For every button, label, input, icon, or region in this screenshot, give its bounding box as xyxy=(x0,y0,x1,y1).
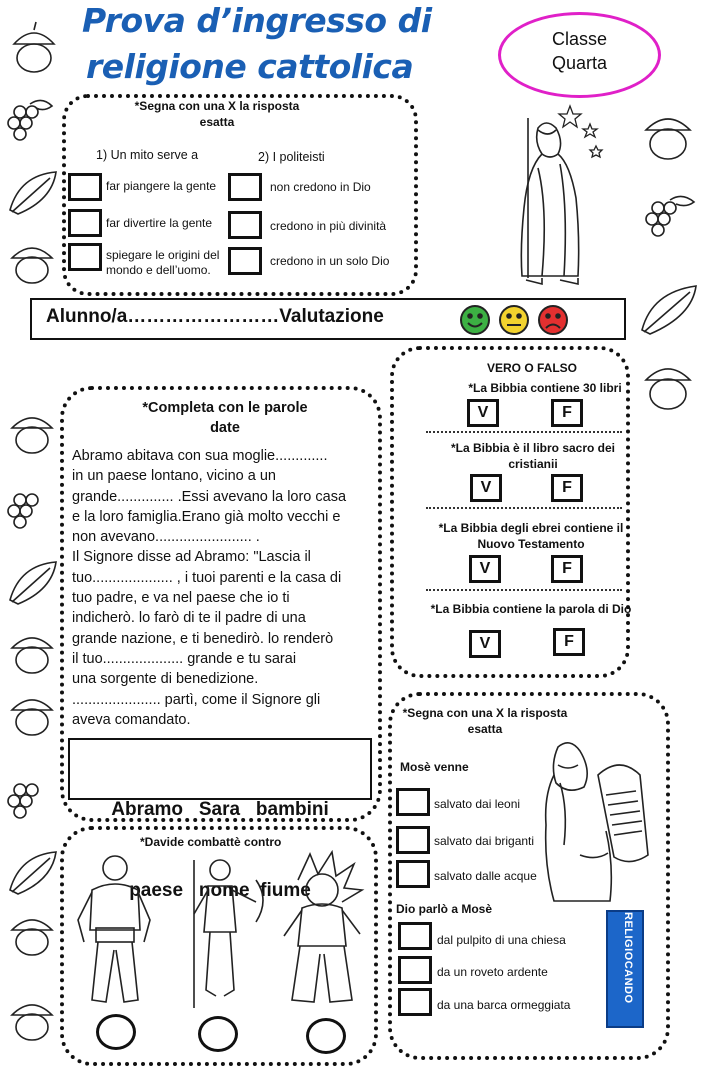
acorn-icon xyxy=(12,1005,52,1040)
completion-paragraph: Abramo abitava con sua moglie............. in un paese lontano, vicino a un grande.............. .Essi avevano la loro casa e la loro famiglia.Erano già molto vecchi e non avevano........................ . Il Signore disse ad Abramo: "Lascia il tuo.................... , i tuoi parenti e la casa di tuo padre, e va nel paese che io ti indicherò. lo farò di te il padre di una grande nazione, e ti benedirò. lo renderò il tuo.................... grande e tu sarai una sorgente di benedizione. ...................... partì, come il Signore gli aveva comandato. xyxy=(72,448,347,728)
option-text: credono in un solo Dio xyxy=(270,254,390,268)
acorn-icon xyxy=(646,119,690,159)
checkbox-politeisti-2[interactable] xyxy=(228,211,262,239)
checkbox-dio-2[interactable] xyxy=(398,956,432,984)
question-mito: 1) Un mito serve a xyxy=(96,148,199,162)
title-line-1: Prova d’ingresso di xyxy=(82,1,432,40)
question-mose-venne: Mosè venne xyxy=(400,760,469,774)
grapes-icon xyxy=(8,784,38,818)
leaf-icon xyxy=(10,562,56,604)
instruction-text: *Completa con le parole xyxy=(142,400,308,416)
statement-3: *La Bibbia degli ebrei contiene il Nuovo Testamento xyxy=(438,521,624,551)
divider xyxy=(426,507,622,509)
checkbox-mito-2[interactable] xyxy=(68,209,102,237)
option-text: salvato dai leoni xyxy=(434,797,521,811)
acorn-icon xyxy=(12,418,52,453)
logo-text: RELIGIOCANDO xyxy=(622,912,634,1004)
option-text: da una barca ormeggiata xyxy=(437,998,571,1012)
statement-4: *La Bibbia contiene la parola di Dio xyxy=(430,602,632,616)
answer-circle-goku[interactable] xyxy=(306,1018,346,1054)
class-name: Quarta xyxy=(551,53,608,73)
option-text: dal pulpito di una chiesa xyxy=(437,933,566,947)
false-box-3[interactable]: F xyxy=(551,555,583,583)
acorn-icon xyxy=(12,638,52,673)
answer-circle-soldier[interactable] xyxy=(198,1016,238,1052)
fighters-illustration xyxy=(70,850,370,1012)
grapes-icon xyxy=(646,196,694,236)
divider xyxy=(426,589,622,591)
title-line-2: religione cattolica xyxy=(86,47,414,86)
true-false-title: VERO O FALSO xyxy=(487,361,578,375)
checkbox-mose-1[interactable] xyxy=(396,788,430,816)
leaf-icon xyxy=(10,852,56,894)
instruction-text: *Segna con una X la risposta xyxy=(402,706,568,720)
moses-tablets-illustration xyxy=(540,735,660,905)
instruction-text: date xyxy=(210,420,240,436)
instruction-text: esatta xyxy=(467,722,503,736)
class-label: Classe xyxy=(551,29,608,49)
grapes-icon xyxy=(8,494,38,528)
statement-2: *La Bibbia è il libro sacro dei cristianii xyxy=(450,441,616,471)
completion-instruction xyxy=(110,398,340,438)
acorn-icon xyxy=(12,248,52,283)
true-box-2[interactable]: V xyxy=(470,474,502,502)
option-text: non credono in Dio xyxy=(270,180,371,194)
checkbox-dio-3[interactable] xyxy=(398,988,432,1016)
checkbox-dio-1[interactable] xyxy=(398,922,432,950)
question-dio-parlo: Dio parlò a Mosè xyxy=(396,902,493,916)
acorn-icon xyxy=(12,700,52,735)
option-text: salvato dai briganti xyxy=(434,834,535,848)
wrestler-figure xyxy=(78,856,150,1002)
checkbox-mito-1[interactable] xyxy=(68,173,102,201)
grapes-icon xyxy=(8,100,52,140)
option-text: salvato dalle acque xyxy=(434,869,537,883)
checkbox-mose-2[interactable] xyxy=(396,826,430,854)
face-features xyxy=(460,305,570,335)
word-bank-line: Abramo Sara bambini xyxy=(111,799,329,820)
option-text: credono in più divinità xyxy=(270,219,387,233)
class-badge xyxy=(498,12,661,98)
quiz-2-instruction xyxy=(400,705,570,737)
acorn-icon xyxy=(646,369,690,409)
checkbox-politeisti-3[interactable] xyxy=(228,247,262,275)
leaf-icon xyxy=(10,172,56,214)
false-box-1[interactable]: F xyxy=(551,399,583,427)
checkbox-mose-3[interactable] xyxy=(396,860,430,888)
false-box-2[interactable]: F xyxy=(551,474,583,502)
checkbox-mito-3[interactable] xyxy=(68,243,102,271)
instruction-text: *Segna con una X la risposta xyxy=(134,99,300,113)
option-text: spiegare le origini del mondo e dell’uomo. xyxy=(106,248,220,277)
statement-1: *La Bibbia contiene 30 libri xyxy=(468,381,622,395)
true-box-1[interactable]: V xyxy=(467,399,499,427)
david-instruction: *Davide combattè contro xyxy=(140,835,282,849)
instruction-text: esatta xyxy=(199,115,235,129)
divider xyxy=(426,431,622,433)
right-decorations xyxy=(636,100,705,420)
acorn-icon xyxy=(12,920,52,955)
option-text: far divertire la gente xyxy=(106,216,213,230)
moses-staff-illustration xyxy=(498,98,618,294)
quiz-1-instruction xyxy=(132,98,302,130)
option-text: far piangere la gente xyxy=(106,179,217,193)
david-figure xyxy=(194,860,263,1008)
leaf-icon xyxy=(642,286,696,334)
false-box-4[interactable]: F xyxy=(553,628,585,656)
true-box-4[interactable]: V xyxy=(469,630,501,658)
acorn-icon xyxy=(14,22,54,72)
star-icon xyxy=(559,106,602,157)
word-bank-line: paese nome fiume xyxy=(129,880,311,901)
answer-circle-wrestler[interactable] xyxy=(96,1014,136,1050)
checkbox-politeisti-1[interactable] xyxy=(228,173,262,201)
true-box-3[interactable]: V xyxy=(469,555,501,583)
question-politeisti: 2) I politeisti xyxy=(258,150,325,164)
student-name-field[interactable]: Alunno/a……………………Valutazione xyxy=(46,306,384,327)
option-text: da un roveto ardente xyxy=(437,965,548,979)
goku-figure xyxy=(284,852,362,1002)
